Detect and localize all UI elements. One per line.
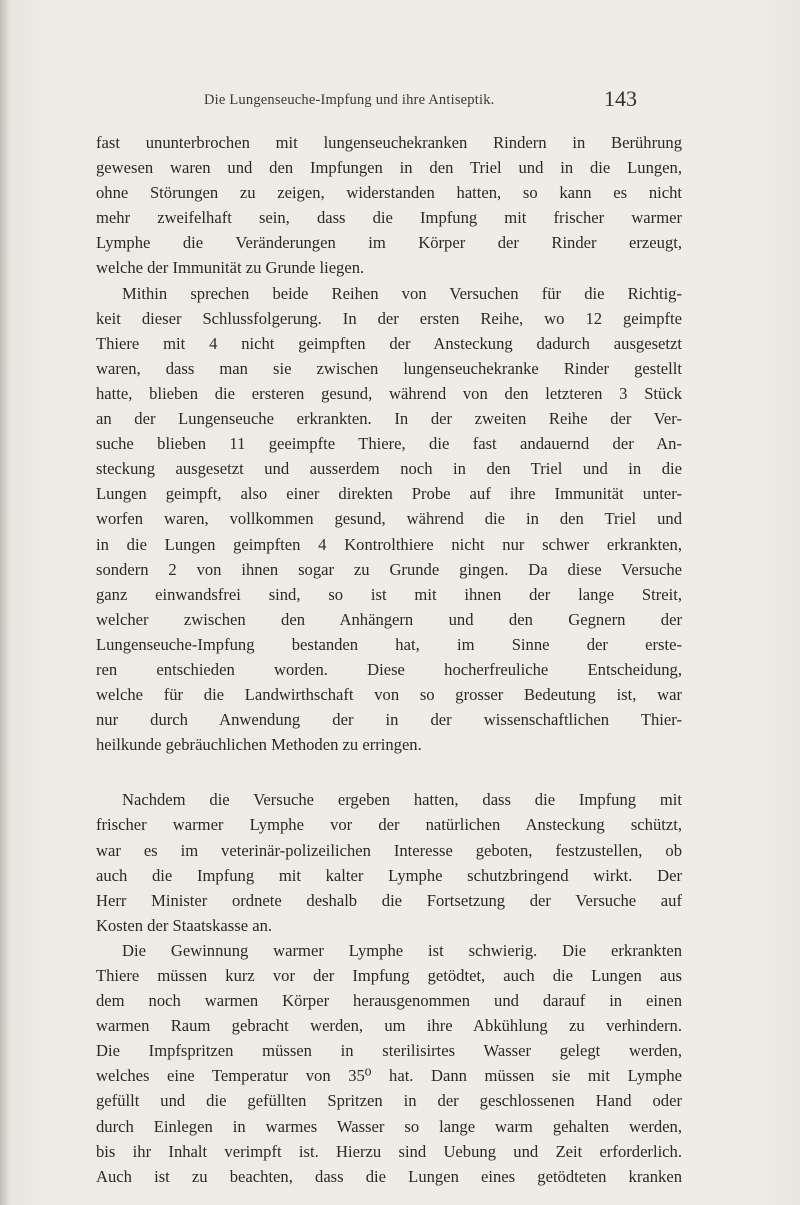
text-line: auch die Impfung mit kalter Lymphe schutzbringend wirkt. Der [96, 865, 682, 885]
text-line: fast ununterbrochen mit lungenseuchekranken Rindern in Berührung [96, 133, 682, 152]
text-line: welches eine Temperatur von 35⁰ hat. Dann müssen sie mit Lymphe [96, 1066, 682, 1086]
text-line: welche für die Landwirthschaft von so grosser Bedeutung ist, war [96, 685, 682, 705]
text-line: waren, dass man sie zwischen lungenseuchekranke Rinder gestellt [96, 358, 682, 378]
text-line: bis ihr Inhalt verimpft ist. Hierzu sind Uebung und Zeit erforderlich. [96, 1141, 682, 1161]
text-line: steckung ausgesetzt und ausserdem noch in den Triel und in die [96, 459, 682, 479]
binding-shadow [0, 0, 10, 1205]
text-line: warmen Raum gebracht werden, um ihre Abkühlung zu verhindern. [96, 1016, 682, 1036]
text-line: Die Impfspritzen müssen in sterilisirtes Wasser gelegt werden, [96, 1041, 682, 1061]
text-line: keit dieser Schlussfolgerung. In der ersten Reihe, wo 12 geimpfte [96, 308, 682, 328]
text-line: mehr zweifelhaft sein, dass die Impfung mit frischer warmer [96, 208, 682, 228]
text-line: hatte, blieben die ersteren gesund, während von den letzteren 3 Stück [96, 383, 682, 403]
text-line: war es im veterinär-polizeilichen Interesse geboten, festzustellen, ob [96, 840, 682, 860]
text-line: Thiere mit 4 nicht geimpften der Ansteckung dadurch ausgesetzt [96, 333, 682, 353]
running-title: Die Lungenseuche-Impfung und ihre Antiseptik. [204, 92, 495, 108]
text-line: ohne Störungen zu zeigen, widerstanden hatten, so kann es nicht [96, 183, 682, 203]
text-line: an der Lungenseuche erkrankten. In der zweiten Reihe der Ver- [96, 409, 682, 429]
text-line: nur durch Anwendung der in der wissenschaftlichen Thier- [96, 710, 682, 730]
text-line: Thiere müssen kurz vor der Impfung getödtet, auch die Lungen aus [96, 966, 682, 985]
body-text [96, 130, 682, 1189]
text-line: gewesen waren und den Impfungen in den Triel und in die Lungen, [96, 158, 682, 178]
text-line: suche blieben 11 geeimpfte Thiere, die fast andauernd der An- [96, 434, 682, 454]
text-line: ganz einwandsfrei sind, so ist mit ihnen der lange Streit, [96, 584, 682, 604]
text-line: worfen waren, vollkommen gesund, während die in den Triel und [96, 509, 682, 529]
text-line: welche der Immunität zu Grunde liegen. [96, 258, 365, 278]
text-line: Die Gewinnung warmer Lymphe ist schwierig. Die erkrankten [122, 940, 682, 960]
text-line: Kosten der Staatskasse an. [96, 915, 273, 935]
section-gap [96, 757, 682, 787]
page-number: 143 [604, 86, 637, 111]
text-line: dem noch warmen Körper herausgenommen und darauf in einen [96, 991, 682, 1011]
text-line: Herr Minister ordnete deshalb die Fortsetzung der Versuche auf [96, 890, 682, 910]
text-line: durch Einlegen in warmes Wasser so lange warm gehalten werden, [96, 1116, 682, 1136]
text-line: in die Lungen geimpften 4 Kontrolthiere nicht nur schwer erkrankten, [96, 534, 682, 554]
text-line: Lungenseuche-Impfung bestanden hat, im Sinne der erste- [96, 634, 682, 654]
text-line: Mithin sprechen beide Reihen von Versuchen für die Richtig- [122, 283, 682, 303]
text-line: gefüllt und die gefüllten Spritzen in der geschlossenen Hand oder [96, 1091, 682, 1111]
text-line: sondern 2 von ihnen sogar zu Grunde gingen. Da diese Versuche [96, 559, 682, 579]
text-line: welcher zwischen den Anhängern und den Gegnern der [96, 609, 682, 629]
text-line: heilkunde gebräuchlichen Methoden zu erringen. [96, 735, 422, 755]
text-line: Lymphe die Veränderungen im Körper der Rinder erzeugt, [96, 233, 682, 253]
text-line: frischer warmer Lymphe vor der natürlichen Ansteckung schützt, [96, 815, 682, 835]
text-line: Nachdem die Versuche ergeben hatten, dass die Impfung mit [122, 790, 682, 810]
text-line: Lungen geimpft, also einer direkten Probe auf ihre Immunität unter- [96, 484, 682, 504]
running-header [0, 86, 800, 116]
text-line: Auch ist zu beachten, dass die Lungen eines getödteten kranken [96, 1166, 682, 1186]
text-line: ren entschieden worden. Diese hocherfreuliche Entscheidung, [96, 659, 682, 679]
